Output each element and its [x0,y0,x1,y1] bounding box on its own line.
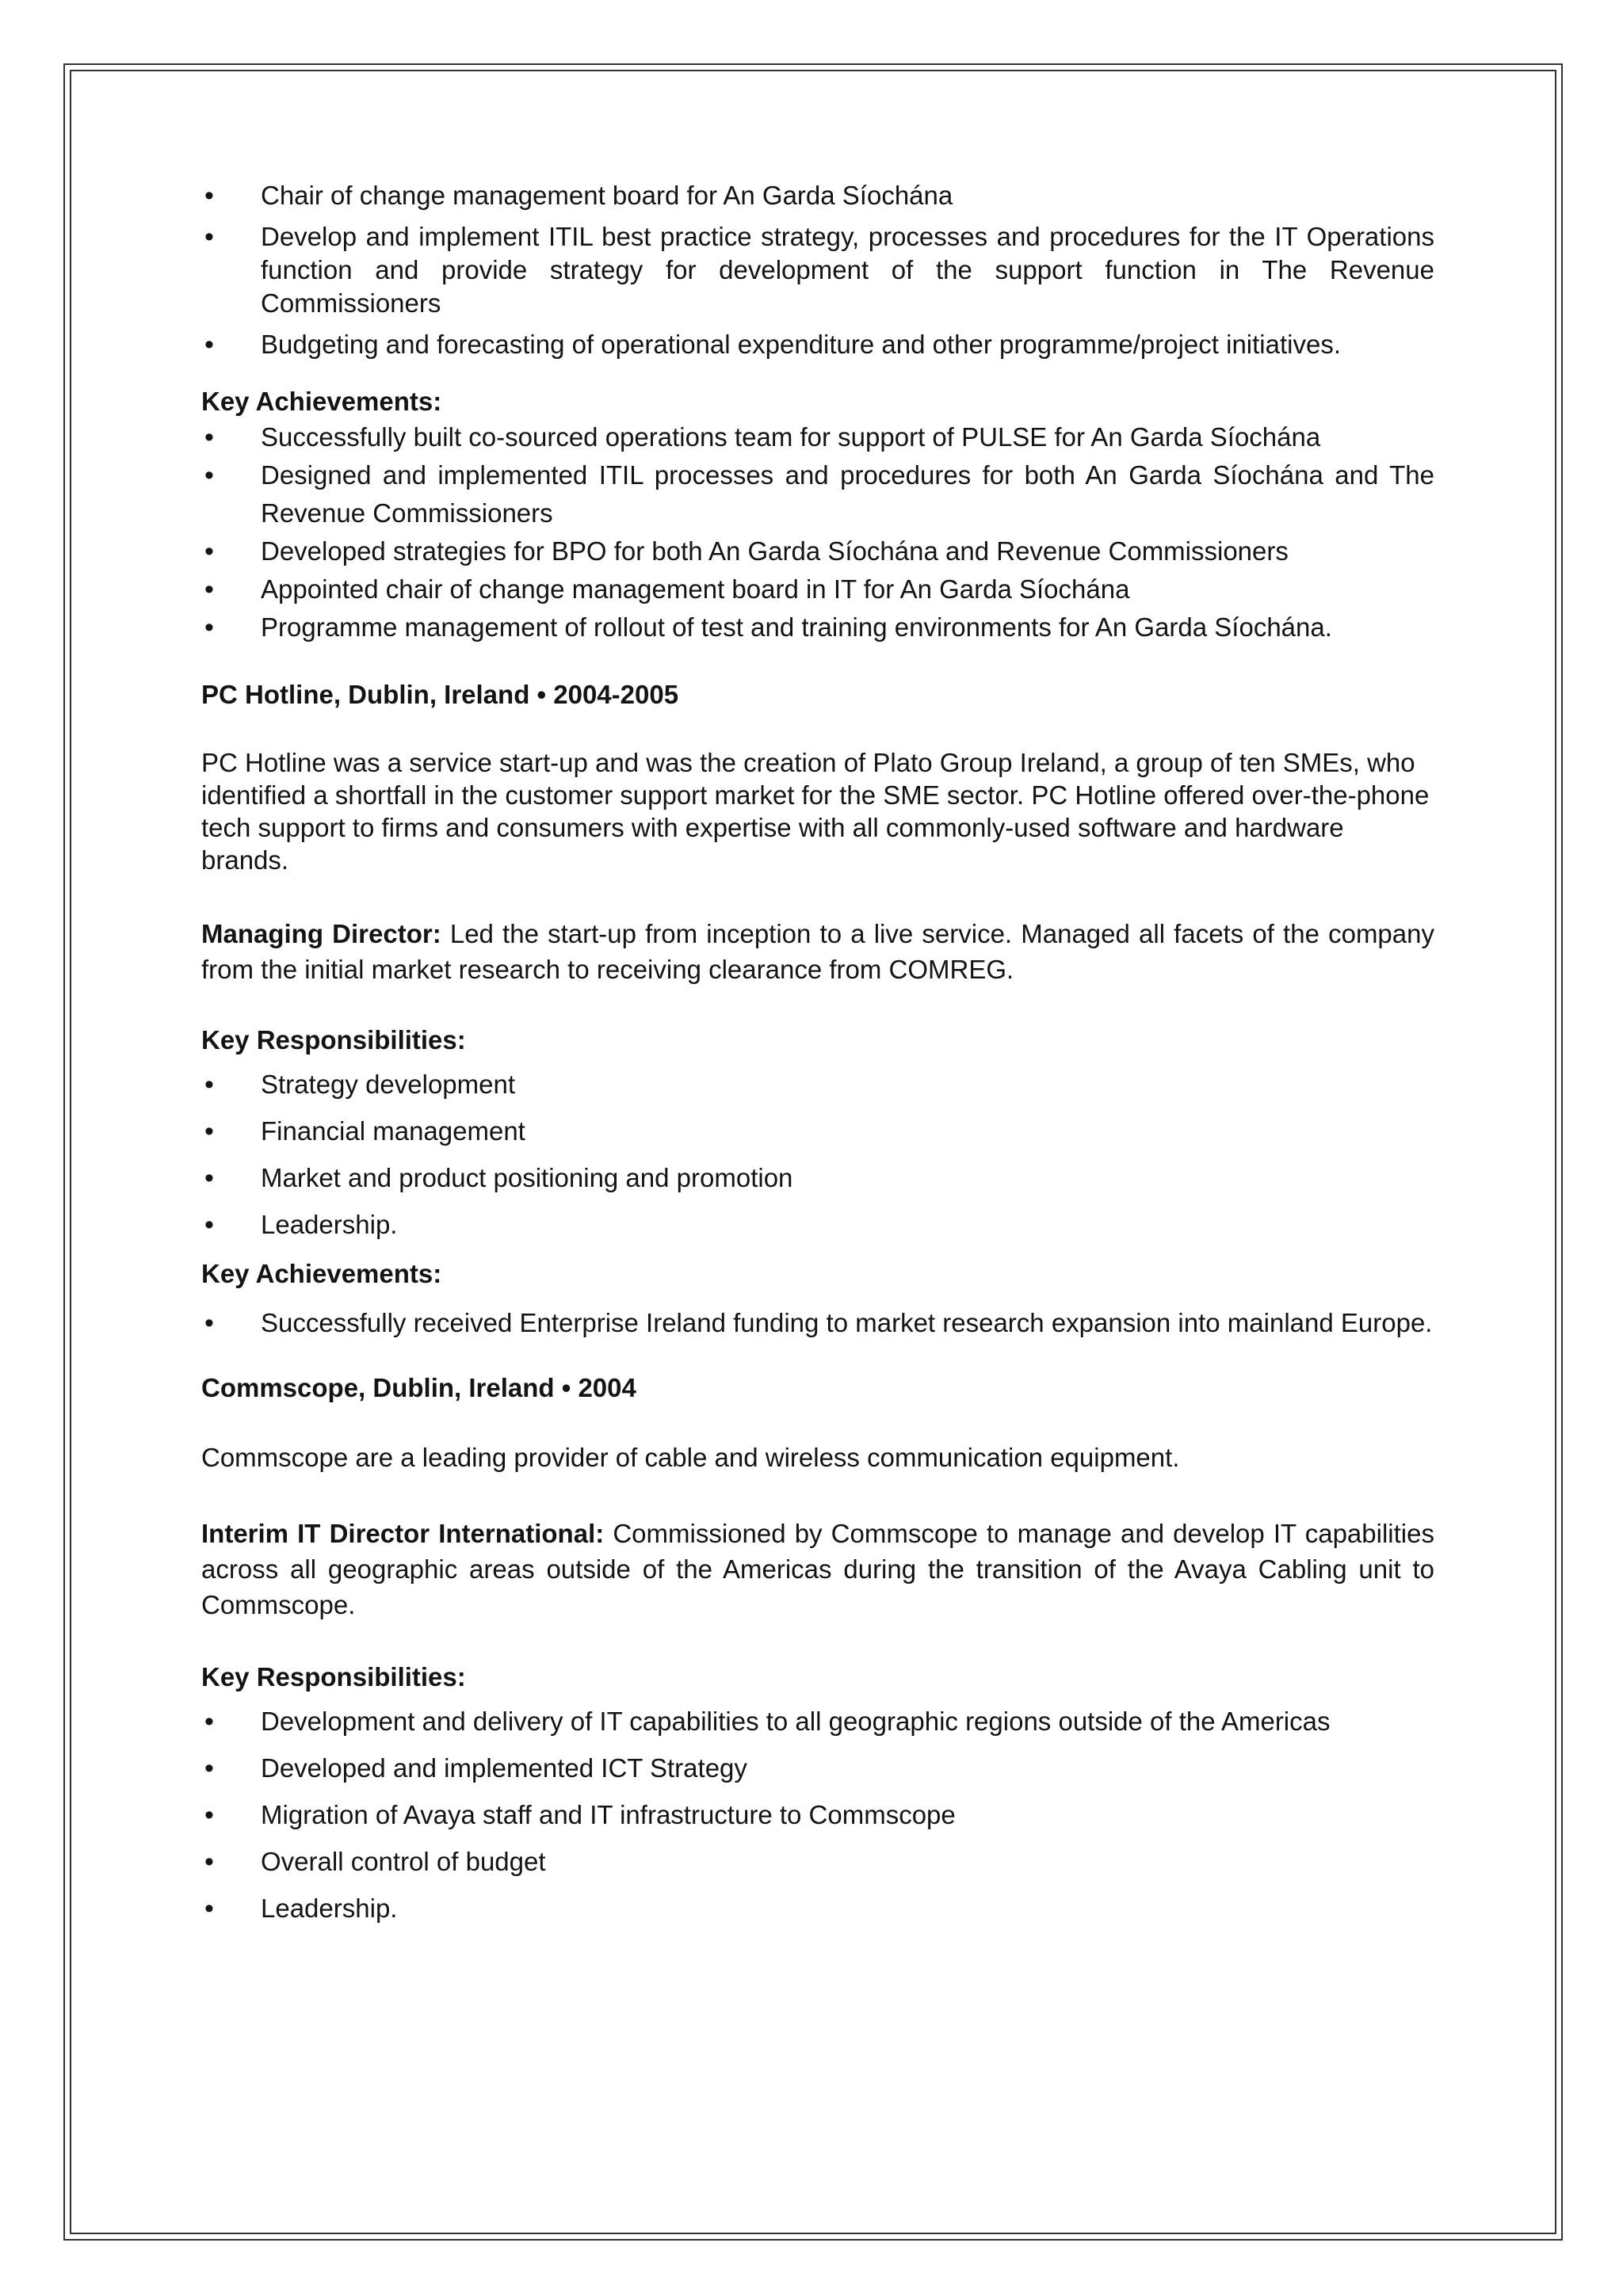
list-item: • Successfully received Enterprise Ireland funding to market research expansion into mainland Europe. [201,1306,1434,1340]
pc-hotline-heading: PC Hotline, Dublin, Ireland • 2004-2005 [201,680,679,709]
list-item: • Market and product positioning and promotion [201,1161,1434,1195]
list-item: • Chair of change management board for An Garda Síochána [201,179,1434,212]
list-item: • Develop and implement ITIL best practice strategy, processes and procedures for the IT Operations function and provide strategy for development of the support function in The Revenue Commissioners [201,220,1434,320]
list-item: • Development and delivery of IT capabilities to all geographic regions outside of the Americas [201,1705,1434,1738]
document-body [201,179,1434,1939]
pc-hotline-achievements-heading: Key Achievements: [201,1259,442,1288]
list-item: • Budgeting and forecasting of operational expenditure and other programme/project initiatives. [201,328,1434,361]
list-item: • Successfully built co-sourced operations team for support of PULSE for An Garda Síochána [201,418,1434,456]
role-title: Interim IT Director International: [201,1519,605,1548]
list-item: • Designed and implemented ITIL processes and procedures for both An Garda Síochána and The Revenue Commissioners [201,456,1434,532]
role-text: Commissioned by Commscope to manage and develop IT capabilities across all geographic areas outside of the Americas during the transition of the Avaya Cabling unit to Commscope. [201,1519,1434,1619]
list-item: • Programme management of rollout of test and training environments for An Garda Síochána. [201,608,1434,646]
list-item: • Financial management [201,1115,1434,1148]
pc-hotline-responsibilities-heading: Key Responsibilities: [201,1025,466,1055]
list-item: • Overall control of budget [201,1845,1434,1878]
key-achievements-list [201,418,1434,646]
commscope-role [201,1516,1434,1623]
pc-hotline-description: PC Hotline was a service start-up and was the creation of Plato Group Ireland, a group of ten SMEs, who identified a shortfall in the customer support market for the SME sector. PC Hotline offered over-the-phone tech support to firms and consumers with expertise with all commonly-used software and hardware brands. [201,748,1430,875]
commscope-responsibilities-heading: Key Responsibilities: [201,1662,466,1691]
intro-bullet-list [201,179,1434,361]
commscope-heading: Commscope, Dublin, Ireland • 2004 [201,1373,636,1402]
list-item: • Strategy development [201,1068,1434,1101]
key-achievements-heading: Key Achievements: [201,387,442,416]
role-text: Led the start-up from inception to a live service. Managed all facets of the company from the initial market research to receiving clearance from COMREG. [201,919,1434,984]
list-item: • Appointed chair of change management board in IT for An Garda Síochána [201,570,1434,608]
commscope-description: Commscope are a leading provider of cable and wireless communication equipment. [201,1443,1180,1472]
role-title: Managing Director: [201,919,441,948]
list-item: • Developed and implemented ICT Strategy [201,1752,1434,1785]
list-item: • Developed strategies for BPO for both An Garda Síochána and Revenue Commissioners [201,532,1434,570]
list-item: • Leadership. [201,1208,1434,1241]
pc-hotline-responsibilities-list [201,1068,1434,1241]
list-item: • Migration of Avaya staff and IT infrastructure to Commscope [201,1798,1434,1832]
pc-hotline-achievements-list [201,1306,1434,1340]
list-item: • Leadership. [201,1892,1434,1925]
commscope-responsibilities-list [201,1705,1434,1925]
pc-hotline-role [201,916,1434,987]
